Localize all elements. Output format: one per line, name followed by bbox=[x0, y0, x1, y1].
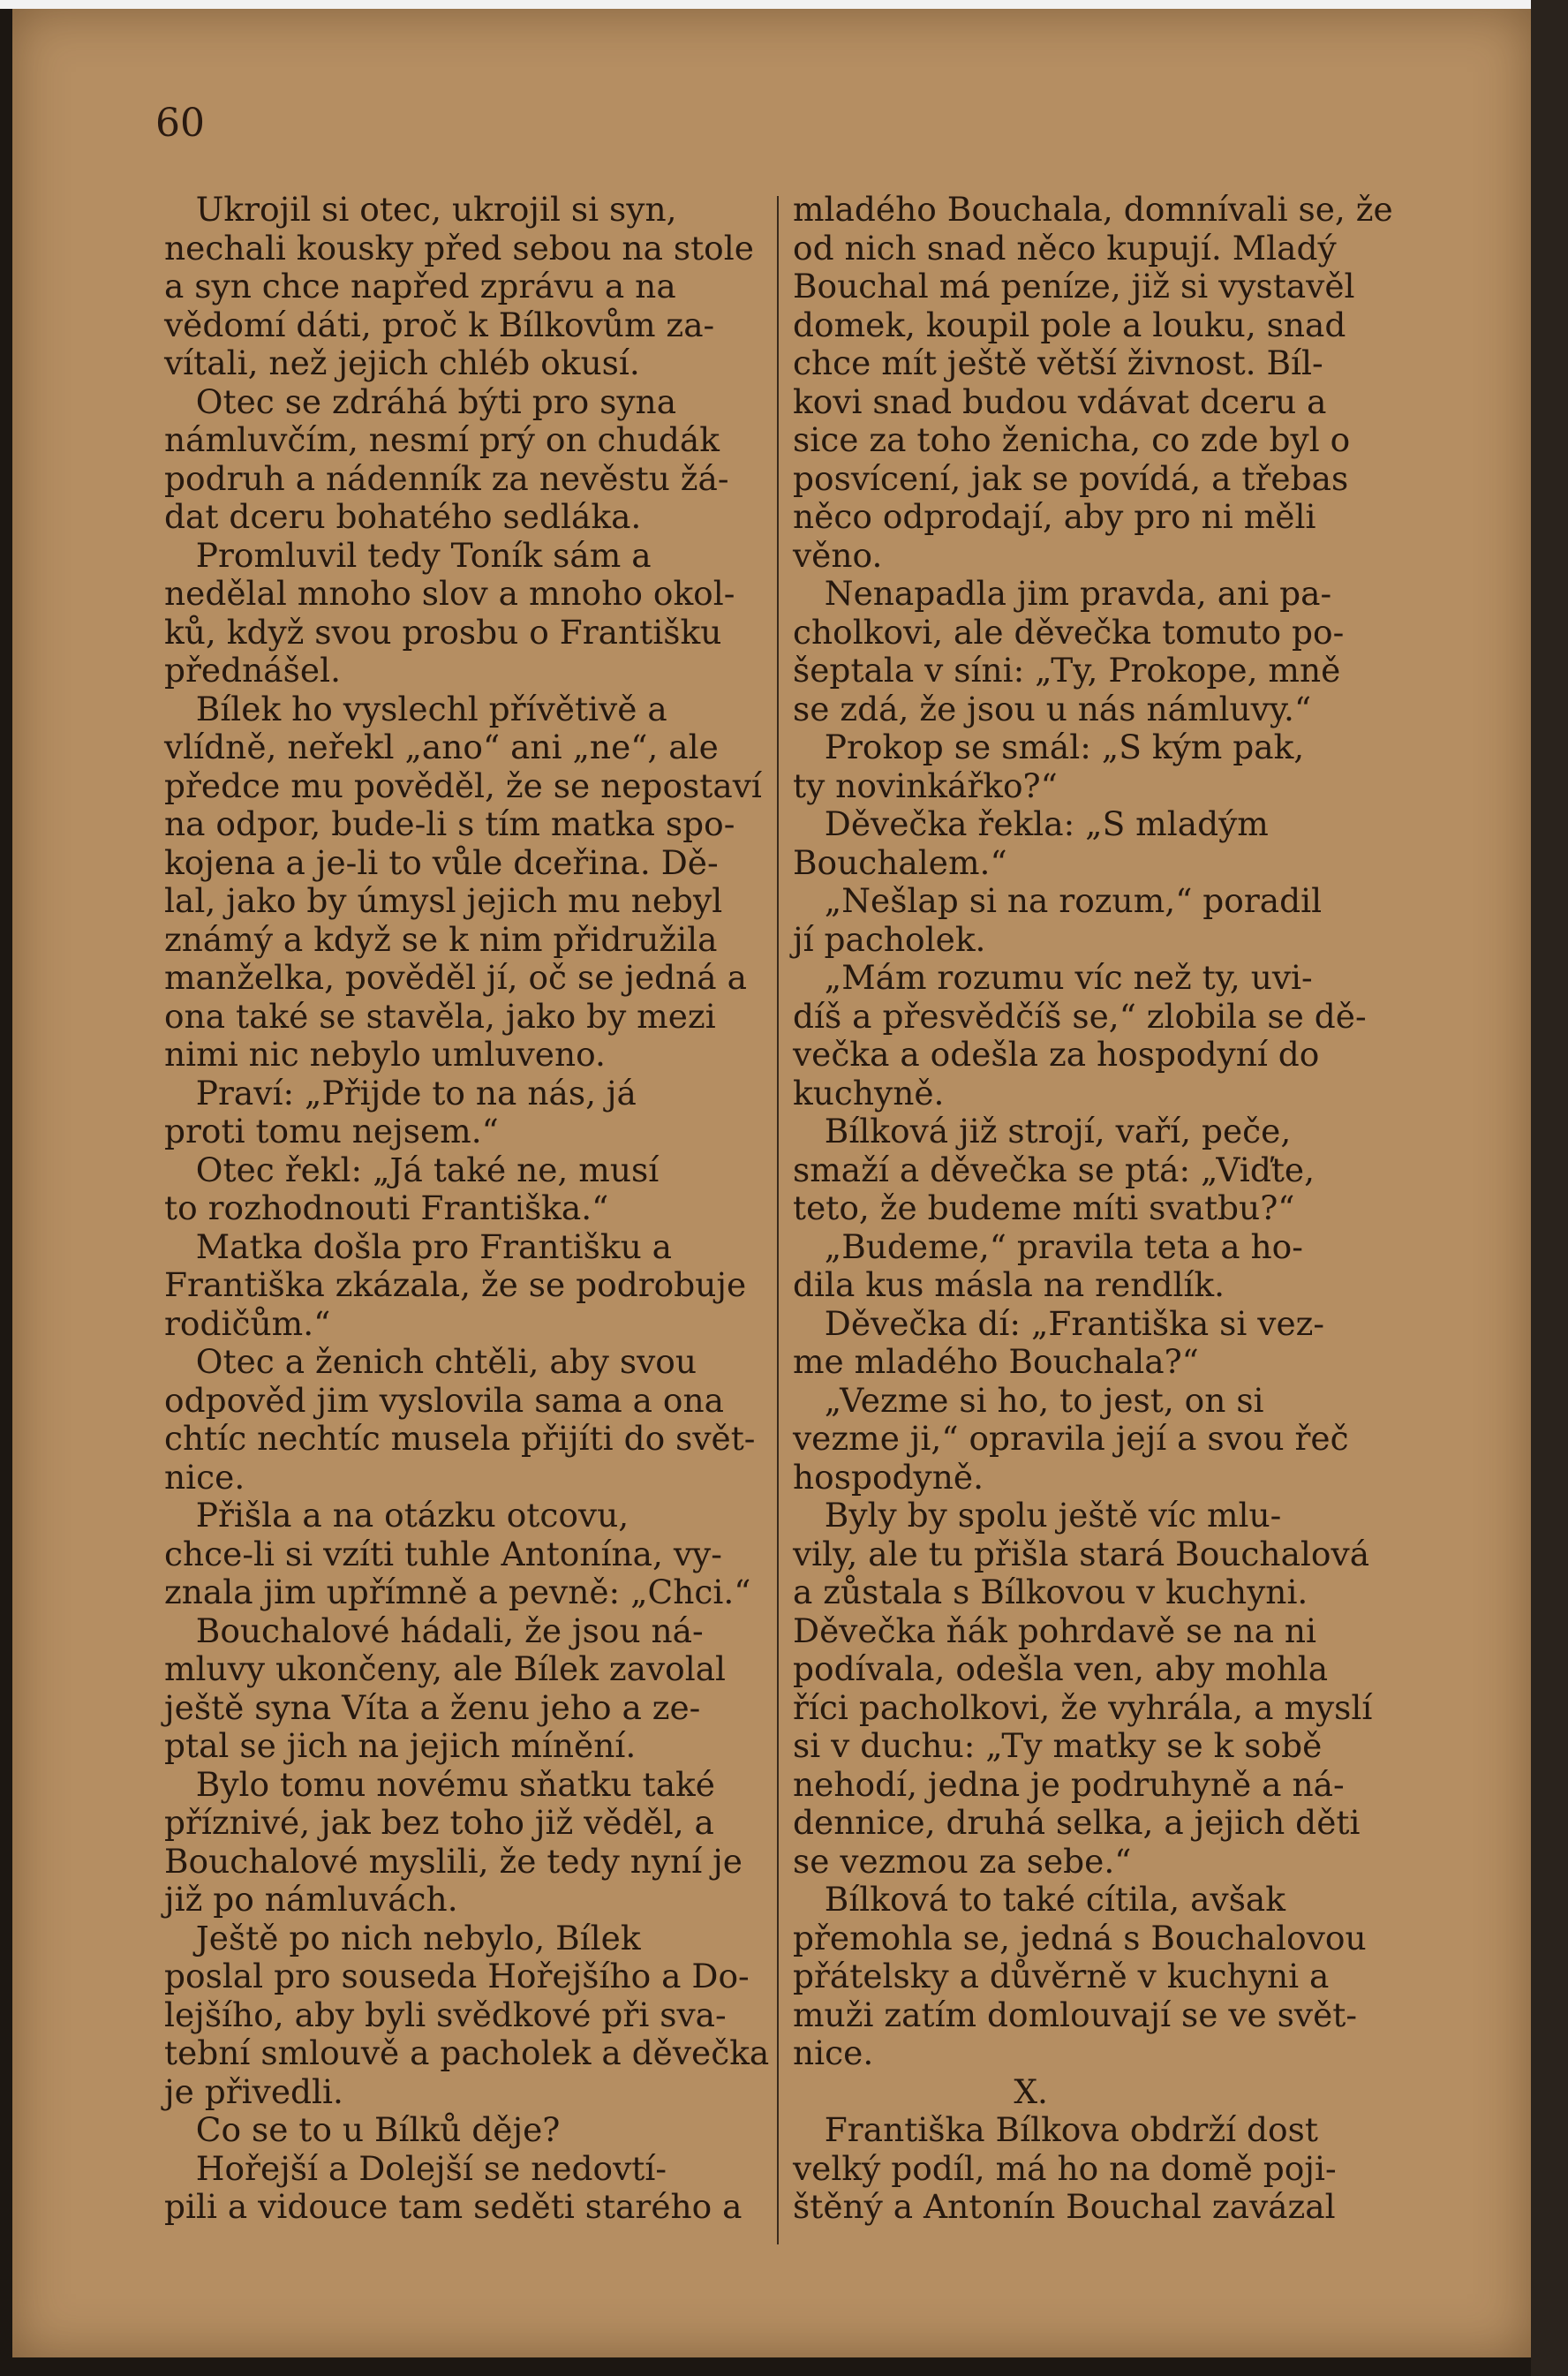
text-line: nehodí, jedna je podruhyně a ná- bbox=[793, 1764, 1345, 1804]
text-line: chce-li si vzíti tuhle Antonína, vy- bbox=[164, 1534, 722, 1573]
text-line: je přivedli. bbox=[164, 2071, 343, 2111]
text-line: Děvečka ňák pohrdavě se na ni bbox=[793, 1610, 1317, 1650]
text-line: ků, když svou prosbu o Františku bbox=[164, 612, 722, 652]
text-line: tební smlouvě a pacholek a děvečka bbox=[164, 2033, 770, 2072]
text-line: Bylo tomu novému sňatku také bbox=[164, 1764, 715, 1804]
text-line: si v duchu: „Ty matky se k sobě bbox=[793, 1726, 1323, 1765]
text-line: ty novinkářko?“ bbox=[793, 766, 1058, 805]
text-line: přemohla se, jedná s Bouchalovou bbox=[793, 1918, 1367, 1957]
text-line: muži zatím domlouvají se ve svět- bbox=[793, 1995, 1358, 2034]
text-line: Ukrojil si otec, ukrojil si syn, bbox=[164, 190, 677, 229]
text-line: dila kus másla na rendlík. bbox=[793, 1265, 1225, 1304]
text-line: „Nešlap si na rozum,“ poradil bbox=[793, 881, 1323, 920]
text-line: Bouchalové myslili, že tedy nyní je bbox=[164, 1841, 743, 1881]
text-line: to rozhodnouti Františka.“ bbox=[164, 1188, 609, 1227]
text-line: od nich snad něco kupují. Mladý bbox=[793, 228, 1337, 268]
text-line: poslal pro souseda Hořejšího a Do- bbox=[164, 1957, 750, 1995]
text-line: Bouchalem.“ bbox=[793, 842, 1007, 882]
text-line: Bílková již strojí, vaří, peče, bbox=[793, 1112, 1292, 1150]
text-line: odpověd jim vyslovila sama a ona bbox=[164, 1380, 725, 1420]
text-line: Bílek ho vyslechl přívětivě a bbox=[164, 689, 667, 728]
text-line: námluvčím, nesmí prý on chudák bbox=[164, 420, 720, 459]
text-line: Hořejší a Dolejší se nedovtí- bbox=[164, 2148, 667, 2188]
text-line: „Mám rozumu víc než ty, uvi- bbox=[793, 958, 1313, 997]
text-line: ptal se jich na jejich mínění. bbox=[164, 1726, 637, 1765]
text-line: Otec řekl: „Já také ne, musí bbox=[164, 1150, 660, 1189]
text-line: chtíc nechtíc musela přijíti do svět- bbox=[164, 1419, 756, 1458]
text-line: smaží a děvečka se ptá: „Viďte, bbox=[793, 1150, 1315, 1189]
text-line: již po námluvách. bbox=[164, 1880, 458, 1919]
text-line: kojena a je-li to vůle dceřina. Dě- bbox=[164, 842, 719, 882]
page-number: 60 bbox=[155, 101, 205, 146]
text-line: lal, jako by úmysl jejich mu nebyl bbox=[164, 881, 723, 920]
text-line: X. bbox=[793, 2071, 1048, 2111]
text-line: předce mu pověděl, že se nepostaví bbox=[164, 766, 762, 805]
text-line: me mladého Bouchala?“ bbox=[793, 1342, 1199, 1381]
text-line: podívala, odešla ven, aby mohla bbox=[793, 1649, 1329, 1688]
text-line: známý a když se k nim přidružila bbox=[164, 919, 718, 959]
text-line: říci pacholkovi, že vyhrála, a myslí bbox=[793, 1687, 1373, 1727]
text-line: ona také se stavěla, jako by mezi bbox=[164, 996, 716, 1036]
text-line: a zůstala s Bílkovou v kuchyni. bbox=[793, 1573, 1308, 1611]
text-line: „Vezme si ho, to jest, on si bbox=[793, 1380, 1264, 1420]
left-text-column bbox=[164, 190, 770, 2227]
text-line: na odpor, bude-li s tím matka spo- bbox=[164, 804, 735, 843]
text-line: se zdá, že jsou u nás námluvy.“ bbox=[793, 689, 1312, 728]
text-line: Matka došla pro Františku a bbox=[164, 1226, 673, 1266]
text-line: štěný a Antonín Bouchal zavázal bbox=[793, 2187, 1336, 2226]
text-line: nice. bbox=[164, 1457, 245, 1497]
page-top-edge bbox=[0, 0, 1568, 9]
text-line: Nenapadla jim pravda, ani pa- bbox=[793, 574, 1332, 613]
text-line: mluvy ukončeny, ale Bílek zavolal bbox=[164, 1649, 727, 1688]
text-line: večka a odešla za hospodyní do bbox=[793, 1035, 1320, 1074]
text-line: Bouchal má peníze, již si vystavěl bbox=[793, 267, 1355, 305]
text-line: vědomí dáti, proč k Bílkovům za- bbox=[164, 305, 715, 344]
text-line: pili a vidouce tam seděti starého a bbox=[164, 2187, 743, 2226]
text-line: domek, koupil pole a louku, snad bbox=[793, 305, 1346, 344]
text-line: Otec a ženich chtěli, aby svou bbox=[164, 1342, 697, 1381]
text-line: Co se to u Bílků děje? bbox=[164, 2110, 561, 2149]
column-divider bbox=[777, 196, 779, 2244]
text-line: vezme ji,“ opravila její a svou řeč bbox=[793, 1419, 1349, 1458]
text-line: chce mít ještě větší živnost. Bíl- bbox=[793, 343, 1323, 382]
text-line: vlídně, neřekl „ano“ ani „ne“, ale bbox=[164, 728, 719, 766]
text-line: znala jim upřímně a pevně: „Chci.“ bbox=[164, 1573, 751, 1611]
text-line: Děvečka řekla: „S mladým bbox=[793, 804, 1269, 843]
text-line: přátelsky a důvěrně v kuchyni a bbox=[793, 1957, 1330, 1995]
text-line: Františka zkázala, že se podrobuje bbox=[164, 1265, 747, 1304]
text-line: posvícení, jak se povídá, a třebas bbox=[793, 458, 1349, 498]
text-line: dat dceru bohatého sedláka. bbox=[164, 497, 642, 536]
text-line: vítali, než jejich chléb okusí. bbox=[164, 343, 640, 382]
text-line: nedělal mnoho slov a mnoho okol- bbox=[164, 574, 735, 613]
text-line: cholkovi, ale děvečka tomuto po- bbox=[793, 612, 1345, 652]
text-line: Prokop se smál: „S kým pak, bbox=[793, 728, 1305, 766]
text-line: nechali kousky před sebou na stole bbox=[164, 228, 754, 268]
text-line: hospodyně. bbox=[793, 1457, 984, 1497]
text-line: Ještě po nich nebylo, Bílek bbox=[164, 1918, 641, 1957]
text-line: Promluvil tedy Toník sám a bbox=[164, 535, 652, 575]
text-line: manželka, pověděl jí, oč se jedná a bbox=[164, 958, 747, 997]
text-line: a syn chce napřed zprávu a na bbox=[164, 267, 676, 305]
book-spine-edge bbox=[1531, 0, 1568, 2376]
text-line: příznivé, jak bez toho již věděl, a bbox=[164, 1803, 714, 1842]
text-line: něco odprodají, aby pro ni měli bbox=[793, 497, 1316, 536]
text-line: Františka Bílkova obdrží dost bbox=[793, 2110, 1318, 2149]
text-line: kovi snad budou vdávat dceru a bbox=[793, 381, 1327, 421]
text-line: šeptala v síni: „Ty, Prokope, mně bbox=[793, 651, 1341, 690]
text-line: Děvečka dí: „Františka si vez- bbox=[793, 1303, 1325, 1343]
text-line: podruh a nádenník za nevěstu žá- bbox=[164, 458, 729, 498]
text-line: Přišla a na otázku otcovu, bbox=[164, 1496, 629, 1535]
text-line: teto, že budeme míti svatbu?“ bbox=[793, 1188, 1295, 1227]
text-line: Byly by spolu ještě víc mlu- bbox=[793, 1496, 1282, 1535]
text-line: Bílková to také cítila, avšak bbox=[793, 1880, 1286, 1919]
text-line: lejšího, aby byli svědkové při sva- bbox=[164, 1995, 727, 2034]
text-line: Otec se zdráhá býti pro syna bbox=[164, 381, 677, 421]
text-line: vily, ale tu přišla stará Bouchalová bbox=[793, 1534, 1370, 1573]
text-line: přednášel. bbox=[164, 651, 341, 690]
text-line: díš a přesvědčíš se,“ zlobila se dě- bbox=[793, 996, 1367, 1036]
text-line: sice za toho ženicha, co zde byl o bbox=[793, 420, 1351, 459]
text-line: ještě syna Víta a ženu jeho a ze- bbox=[164, 1687, 701, 1727]
text-line: věno. bbox=[793, 535, 883, 575]
text-line: proti tomu nejsem.“ bbox=[164, 1112, 499, 1150]
text-line: mladého Bouchala, domnívali se, že bbox=[793, 190, 1393, 229]
text-line: nimi nic nebylo umluveno. bbox=[164, 1035, 606, 1074]
text-line: Bouchalové hádali, že jsou ná- bbox=[164, 1610, 704, 1650]
text-line: nice. bbox=[793, 2033, 874, 2072]
text-line: rodičům.“ bbox=[164, 1303, 331, 1343]
right-text-column bbox=[793, 191, 1402, 2227]
text-line: velký podíl, má ho na domě poji- bbox=[793, 2148, 1337, 2188]
text-line: dennice, druhá selka, a jejich děti bbox=[793, 1803, 1361, 1842]
text-line: se vezmou za sebe.“ bbox=[793, 1841, 1132, 1881]
text-line: jí pacholek. bbox=[793, 919, 986, 959]
text-line: Praví: „Přijde to na nás, já bbox=[164, 1073, 637, 1113]
text-line: kuchyně. bbox=[793, 1073, 945, 1113]
text-line: „Budeme,“ pravila teta a ho- bbox=[793, 1226, 1303, 1266]
